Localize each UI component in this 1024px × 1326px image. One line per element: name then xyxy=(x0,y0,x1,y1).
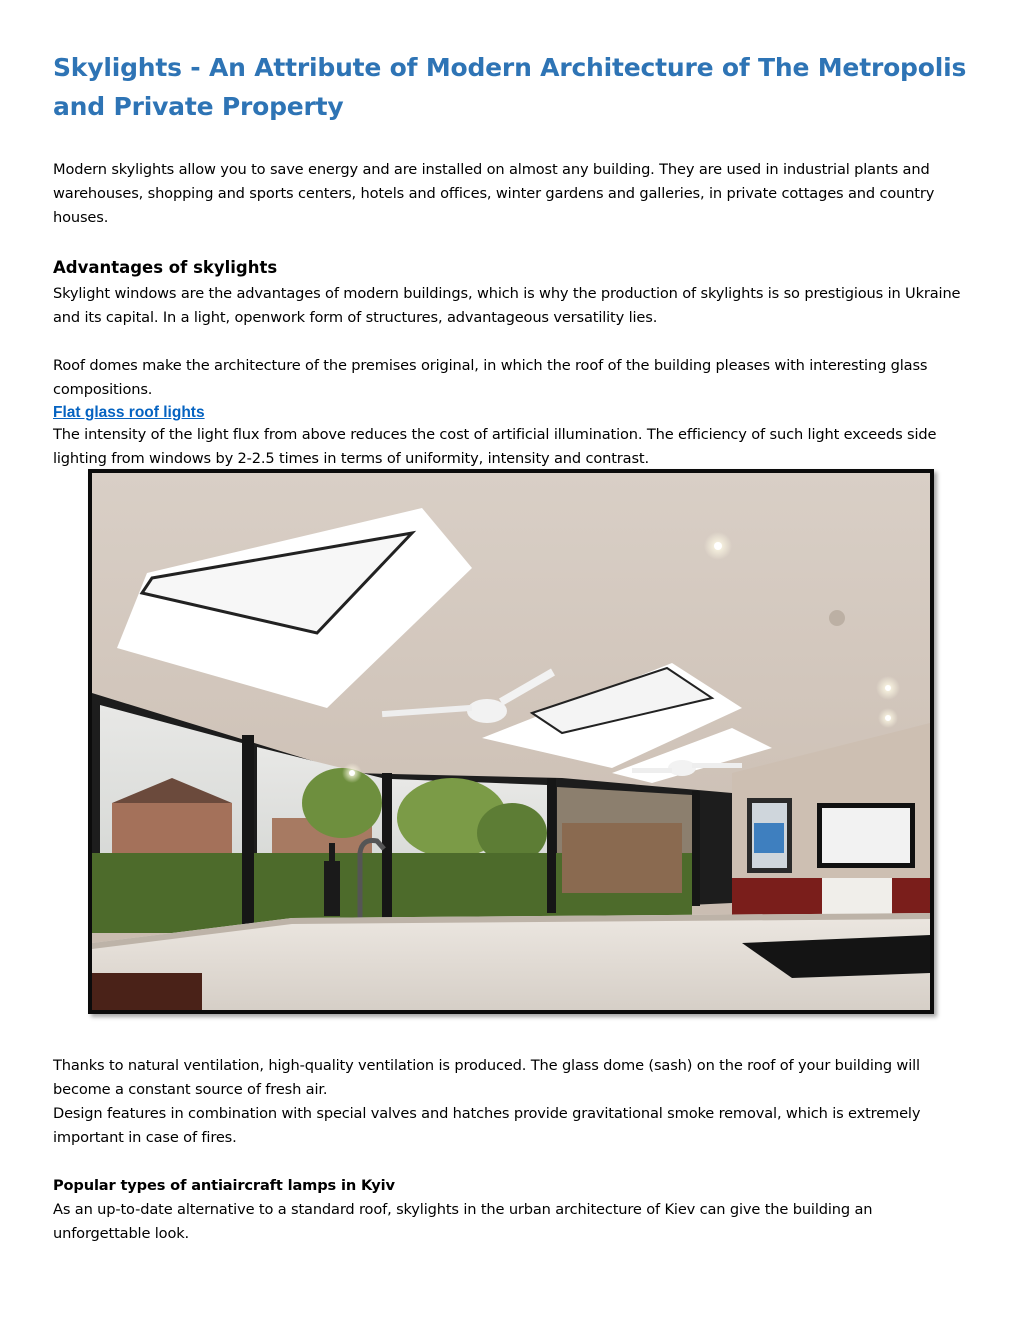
section-heading-advantages: Advantages of skylights xyxy=(53,258,278,277)
advantages-paragraph-3: The intensity of the light flux from above reduces the cost of artificial illumination. The efficiency of such light exceeds side lighting from windows by 2-2.5 times in terms of uniformity, intensity and contrast. xyxy=(53,426,937,467)
flat-glass-roof-lights-link[interactable]: Flat glass roof lights xyxy=(53,404,205,421)
popular-types-paragraph: As an up-to-date alternative to a standard roof, skylights in the urban architecture of Kiev can give the building an unforgettable look. xyxy=(53,1201,873,1242)
ventilation-paragraph-1: Thanks to natural ventilation, high-quality ventilation is produced. The glass dome (sash) on the roof of your building will become a constant source of fresh air. xyxy=(53,1057,920,1098)
document-body-lower xyxy=(53,1054,973,1246)
intro-paragraph: Modern skylights allow you to save energy and are installed on almost any building. They are used in industrial plants and warehouses, shopping and sports centers, hotels and offices, winter gardens and galleries, in private cottages and country houses. xyxy=(53,161,935,226)
skylight-interior-photo xyxy=(88,469,934,1014)
section-heading-popular-types: Popular types of antiaircraft lamps in Kyiv xyxy=(53,1177,395,1194)
document-body xyxy=(53,48,973,471)
page-title: Skylights - An Attribute of Modern Architecture of The Metropolis and Private Property xyxy=(53,53,967,121)
ventilation-paragraph-2: Design features in combination with special valves and hatches provide gravitational smoke removal, which is extremely important in case of fires. xyxy=(53,1105,921,1146)
advantages-paragraph-1: Skylight windows are the advantages of modern buildings, which is why the production of skylights is so prestigious in Ukraine and its capital. In a light, openwork form of structures, advantageous versatility lies. xyxy=(53,285,961,326)
advantages-paragraph-2: Roof domes make the architecture of the premises original, in which the roof of the building pleases with interesting glass compositions. xyxy=(53,357,928,398)
